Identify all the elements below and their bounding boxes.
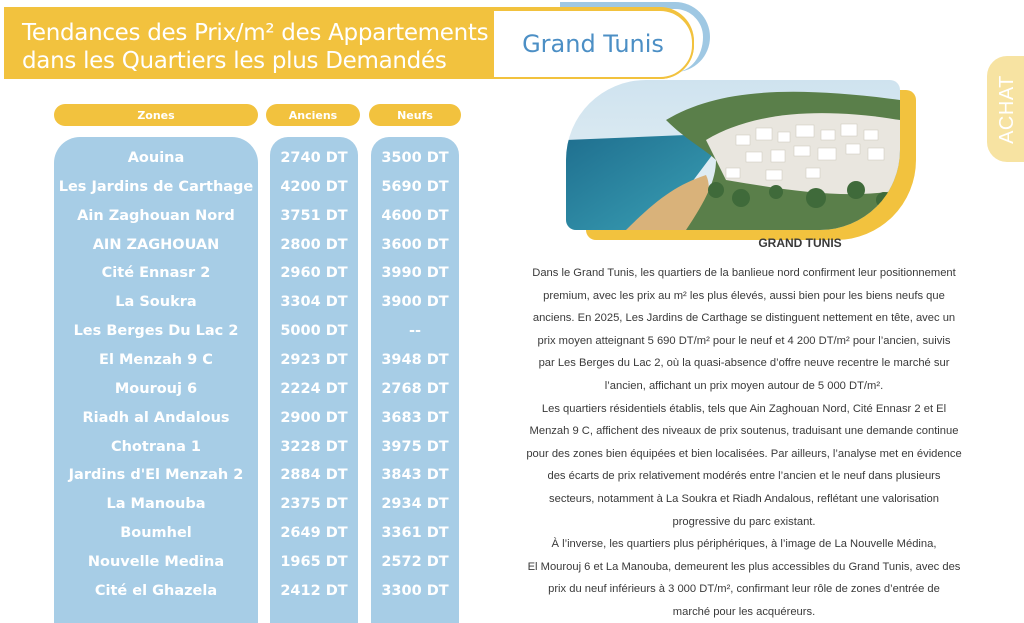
neufs-cell: 3975 DT	[381, 438, 449, 455]
anciens-cell: 2412 DT	[280, 582, 348, 599]
zone-cell: Mourouj 6	[114, 380, 198, 397]
anciens-cell: 4200 DT	[280, 178, 348, 195]
neufs-cell: 3361 DT	[381, 525, 449, 542]
article-line: El Mourouj 6 et La Manouba, demeurent les plus accessibles du Grand Tunis, avec des	[527, 560, 961, 573]
article-body	[484, 262, 1004, 623]
grand-tunis-photo	[566, 80, 900, 230]
anciens-cell: 2923 DT	[280, 351, 348, 368]
neufs-cell: 4600 DT	[381, 207, 449, 224]
anciens-cell: 2375 DT	[280, 496, 348, 513]
column-header-anciens: Anciens	[266, 104, 360, 126]
zone-cell: Aouina	[127, 150, 185, 166]
zone-cell: La Soukra	[115, 294, 197, 311]
anciens-cell: 5000 DT	[280, 323, 348, 340]
article-line: secteurs, notamment à La Soukra et Riadh Andalous, reflétant une valorisation	[549, 492, 939, 505]
article-title: GRAND TUNIS	[758, 236, 842, 250]
page-title	[22, 19, 492, 75]
article-line: l’ancien, affichant un prix moyen autour de 5 000 DT/m².	[604, 379, 884, 392]
achat-side-tab-label: ACHAT	[995, 74, 1018, 144]
article-line: Menzah 9 C, affichent des niveaux de prix soutenus, traduisant une demande continue	[529, 425, 959, 438]
article-line: premium, avec les prix au m² les plus élevés, aussi bien pour les biens neufs que	[543, 289, 945, 302]
coastal-town-image	[566, 80, 900, 230]
neufs-cell: --	[408, 323, 422, 340]
region-label: Grand Tunis	[492, 9, 694, 79]
achat-side-tab	[987, 56, 1024, 162]
anciens-cell: 2649 DT	[280, 525, 348, 542]
neufs-cell: 3683 DT	[381, 409, 449, 426]
zone-cell: Cité el Ghazela	[94, 582, 218, 599]
article-line: À l’inverse, les quartiers plus périphériques, à l’image de La Nouvelle Médina,	[551, 538, 937, 551]
article-line: anciens. En 2025, Les Jardins de Carthage se distinguent nettement en tête, avec un	[532, 312, 956, 325]
neufs-cell: 3600 DT	[381, 236, 449, 253]
zone-cell: Les Berges Du Lac 2	[73, 323, 239, 340]
article-line: Dans le Grand Tunis, les quartiers de la banlieue nord confirment leur positionnement	[532, 267, 956, 279]
neufs-cell: 3900 DT	[381, 294, 449, 311]
page-title-line-2: dans les Quartiers les plus Demandés	[22, 48, 447, 74]
zone-cell: El Menzah 9 C	[99, 351, 213, 368]
article-line: Les quartiers résidentiels établis, tels que Ain Zaghouan Nord, Cité Ennasr 2 et El	[541, 402, 947, 415]
anciens-cell: 2224 DT	[280, 380, 348, 397]
anciens-cell: 2740 DT	[280, 150, 348, 166]
article-line: marché pour les acquéreurs.	[672, 605, 816, 618]
zone-cell: Riadh al Andalous	[82, 409, 230, 426]
anciens-cell: 2884 DT	[280, 467, 348, 484]
zone-cell: Jardins d'El Menzah 2	[68, 467, 244, 484]
zone-cell: AIN ZAGHOUAN	[92, 236, 220, 253]
neufs-cell: 3990 DT	[381, 265, 449, 282]
article-line: prix du neuf inférieurs à 3 000 DT/m², confirmant leur rôle de zones d’entrée de	[548, 583, 940, 596]
zone-cell: Boumhel	[120, 525, 192, 542]
anciens-cell: 1965 DT	[280, 553, 348, 570]
zone-cell: Chotrana 1	[110, 438, 202, 455]
zone-cell: Ain Zaghouan Nord	[77, 207, 235, 224]
article-line: par Les Berges du Lac 2, où la quasi-absence d’offre neuve recentre le marché sur	[538, 357, 950, 370]
article-line: pour des zones bien équipées et bien localisées. Par ailleurs, l’analyse met en évidence	[526, 447, 962, 460]
neufs-cell: 5690 DT	[381, 178, 449, 195]
anciens-cell: 3751 DT	[280, 207, 348, 224]
page-title-line-1: Tendances des Prix/m² des Appartements	[22, 20, 489, 46]
article-line: prix moyen atteignant 5 690 DT/m² pour le neuf et 4 200 DT/m² pour l’ancien, suivis	[537, 334, 951, 347]
zone-cell: Nouvelle Medina	[87, 553, 225, 570]
zone-cell: Cité Ennasr 2	[101, 265, 211, 282]
neufs-cell: 3843 DT	[381, 467, 449, 484]
neufs-cell: 3948 DT	[381, 351, 449, 368]
neufs-cell: 3500 DT	[381, 150, 449, 166]
neufs-cell: 3300 DT	[381, 582, 449, 599]
neufs-cell: 2572 DT	[381, 553, 449, 570]
article-line: des écarts de prix relativement modérés entre l’ancien et le neuf dans plusieurs	[547, 470, 941, 483]
column-header-neufs: Neufs	[369, 104, 461, 126]
neufs-cell: 2768 DT	[381, 380, 449, 397]
anciens-cell: 3304 DT	[280, 294, 348, 311]
anciens-cell: 3228 DT	[280, 438, 348, 455]
anciens-cell: 2960 DT	[280, 265, 348, 282]
zone-cell: Les Jardins de Carthage	[58, 178, 254, 195]
anciens-cell: 2900 DT	[280, 409, 348, 426]
column-header-zones: Zones	[54, 104, 258, 126]
anciens-cell: 2800 DT	[280, 236, 348, 253]
article-line: progressive du parc existant.	[672, 515, 816, 528]
zone-cell: La Manouba	[106, 496, 206, 513]
neufs-cell: 2934 DT	[381, 496, 449, 513]
